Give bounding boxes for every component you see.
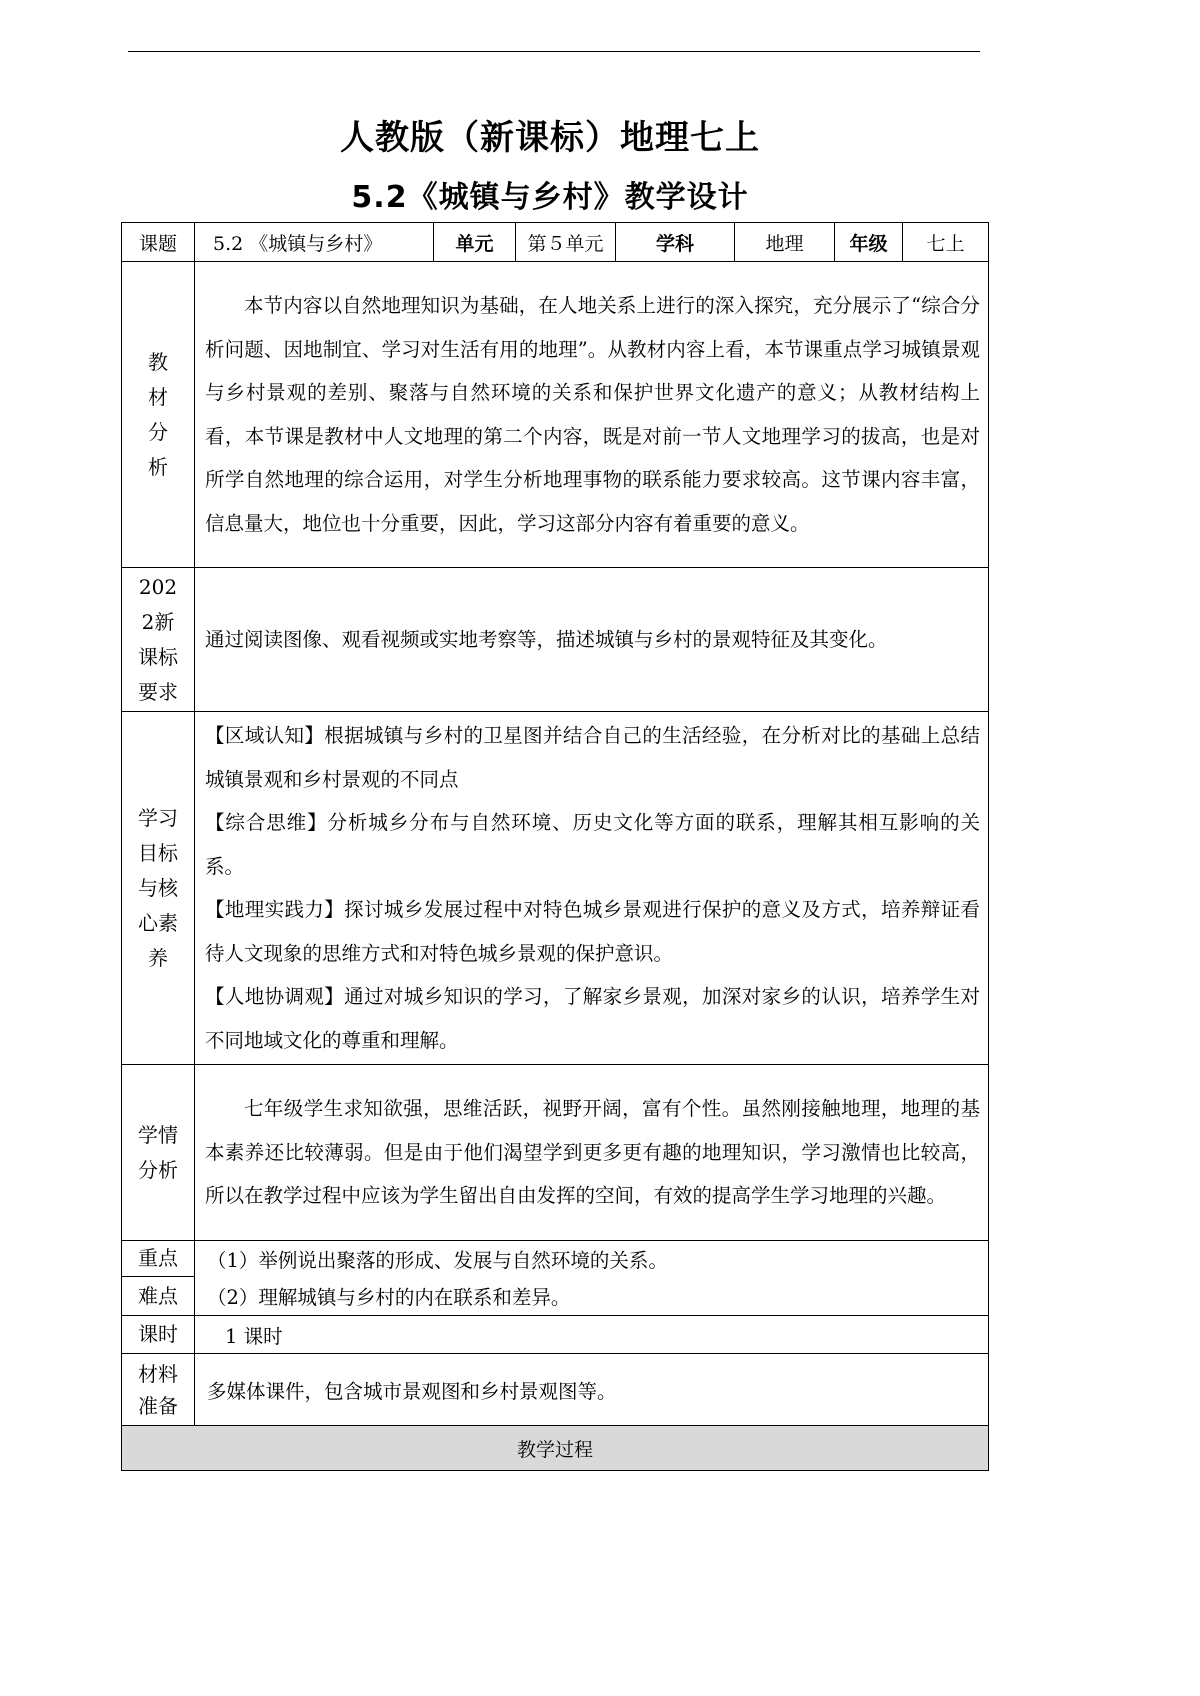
subject-label: 学科 <box>616 223 735 262</box>
process-row <box>122 1426 989 1471</box>
hours-text: 1 课时 <box>195 1316 989 1354</box>
topic-value: 5.2 《城镇与乡村》 <box>195 223 434 262</box>
students-label: 学情分析 <box>122 1065 195 1241</box>
standard-label: 2022新课标要求 <box>122 568 195 712</box>
goals-label: 学习目标与核心素养 <box>122 712 195 1065</box>
grade-label: 年级 <box>835 223 903 262</box>
goal-item: 【区域认知】根据城镇与乡村的卫星图并结合自己的生活经验，在分析对比的基础上总结城镇景观和乡村景观的不同点 <box>205 724 980 791</box>
header-row <box>122 223 989 262</box>
document-subtitle: 5.2《城镇与乡村》教学设计 <box>351 180 749 215</box>
goal-item: 【人地协调观】通过对城乡知识的学习，了解家乡景观，加深对家乡的认识，培养学生对不同地域文化的尊重和理解。 <box>205 985 980 1052</box>
standard-text: 通过阅读图像、观看视频或实地考察等，描述城镇与乡村的景观特征及其变化。 <box>195 568 989 712</box>
keypoint-label: 重点 <box>122 1241 195 1277</box>
hours-row <box>122 1316 989 1354</box>
goals-row <box>122 712 989 1065</box>
subject-value: 地理 <box>735 223 835 262</box>
difficulty-text: （2）理解城镇与乡村的内在联系和差异。 <box>195 1277 989 1316</box>
students-text: 七年级学生求知欲强，思维活跃，视野开阔，富有个性。虽然刚接触地理，地理的基本素养还比较薄弱。但是由于他们渴望学到更多更有趣的地理知识，学习激情也比较高，所以在教学过程中应该为学生留出自由发挥的空间，有效的提高学生学习地理的兴趣。 <box>195 1065 989 1241</box>
keypoint-text: （1）举例说出聚落的形成、发展与自然环境的关系。 <box>195 1241 989 1277</box>
document-title: 人教版（新课标）地理七上 <box>340 118 760 158</box>
materials-text: 多媒体课件，包含城市景观图和乡村景观图等。 <box>195 1354 989 1426</box>
textbook-analysis-text: 本节内容以自然地理知识为基础，在人地关系上进行的深入探究，充分展示了“综合分析问题、因地制宜、学习对生活有用的地理”。从教材内容上看，本节课重点学习城镇景观与乡村景观的差别、聚落与自然环境的关系和保护世界文化遗产的意义；从教材结构上看，本节课是教材中人文地理的第二个内容，既是对前一节人文地理学习的拔高，也是对所学自然地理的综合运用，对学生分析地理事物的联系能力要求较高。这节课内容丰富，信息量大，地位也十分重要，因此，学习这部分内容有着重要的意义。 <box>195 262 989 568</box>
teaching-process-header: 教学过程 <box>122 1426 989 1471</box>
lesson-plan-table <box>121 222 989 1471</box>
textbook-row <box>122 262 989 568</box>
keypoint-row <box>122 1241 989 1277</box>
topic-label: 课题 <box>122 223 195 262</box>
standard-row <box>122 568 989 712</box>
header-rule <box>128 51 980 52</box>
hours-label: 课时 <box>122 1316 195 1354</box>
students-row <box>122 1065 989 1241</box>
textbook-label: 教材分析 <box>122 262 195 568</box>
difficulty-label: 难点 <box>122 1277 195 1316</box>
goals-cell <box>195 712 989 1065</box>
materials-label: 材料准备 <box>122 1354 195 1426</box>
unit-label: 单元 <box>434 223 516 262</box>
goal-item: 【综合思维】分析城乡分布与自然环境、历史文化等方面的联系，理解其相互影响的关系。 <box>205 811 980 878</box>
unit-value: 第５单元 <box>516 223 616 262</box>
difficulty-row <box>122 1277 989 1316</box>
grade-value: 七上 <box>903 223 989 262</box>
goal-item: 【地理实践力】探讨城乡发展过程中对特色城乡景观进行保护的意义及方式，培养辩证看待人文现象的思维方式和对特色城乡景观的保护意识。 <box>205 898 980 965</box>
materials-row <box>122 1354 989 1426</box>
